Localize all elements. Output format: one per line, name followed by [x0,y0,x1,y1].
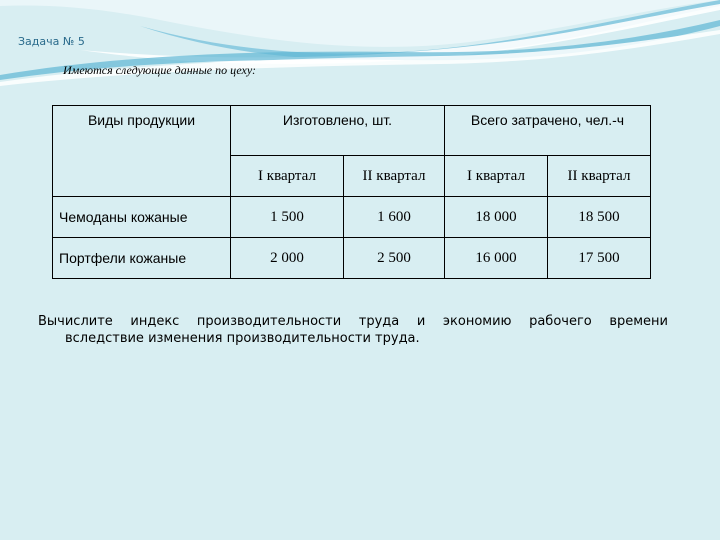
row-spent-q1: 18 000 [445,197,548,238]
row-made-q2: 1 600 [344,197,445,238]
row-product: Чемоданы кожаные [53,197,231,238]
row-spent-q1: 16 000 [445,238,548,279]
header-product: Виды продукции [53,106,231,197]
table-row [53,238,651,279]
row-made-q1: 1 500 [231,197,344,238]
row-made-q2: 2 500 [344,238,445,279]
question-line-2: вследствие изменения производительности труда. [65,331,420,346]
subheader-made-q1: I квартал [231,156,344,197]
subheader-spent-q2: II квартал [548,156,651,197]
subheader-made-q2: II квартал [344,156,445,197]
row-spent-q2: 17 500 [548,238,651,279]
header-spent: Всего затрачено, чел.-ч [445,106,651,156]
question-line-1: Вычислите индекс производительности труда и экономию рабочего времени [38,314,668,329]
row-spent-q2: 18 500 [548,197,651,238]
header-made: Изготовлено, шт. [231,106,445,156]
subheader-spent-q1: I квартал [445,156,548,197]
data-table [52,105,651,279]
task-title: Задача № 5 [18,35,85,48]
table-header-row [53,106,651,156]
question-text [38,313,668,347]
table-row [53,197,651,238]
subtitle: Имеются следующие данные по цеху: [63,63,257,77]
row-product: Портфели кожаные [53,238,231,279]
row-made-q1: 2 000 [231,238,344,279]
